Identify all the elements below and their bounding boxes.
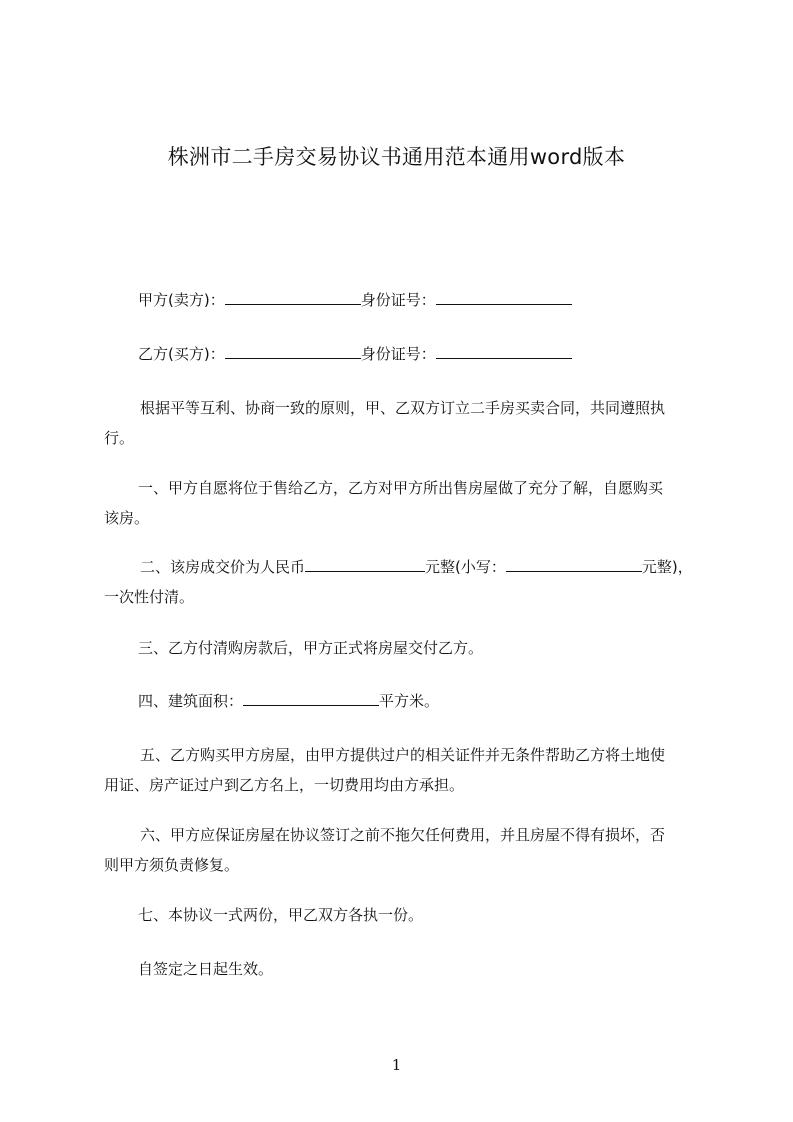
page-number: 1 [391, 1056, 402, 1074]
price-numeric-blank[interactable] [506, 554, 642, 572]
party-b-name-blank[interactable] [225, 341, 361, 359]
preamble-paragraph [104, 393, 704, 453]
effective-paragraph [104, 954, 704, 984]
party-b-id-blank[interactable] [436, 341, 572, 359]
clause-4-paragraph [104, 686, 704, 716]
clause-5-paragraph [104, 740, 704, 800]
party-b-line [104, 339, 704, 369]
document-title: 株洲市二手房交易协议书通用范本通用word版本 [167, 145, 626, 169]
effective-line: 自签定之日起生效。 [138, 960, 274, 978]
clause-5-line-2: 用证、房产证过户到乙方名上，一切费用均由方承担。 [104, 776, 465, 794]
clause-3-line: 三、乙方付清购房款后，甲方正式将房屋交付乙方。 [138, 639, 484, 657]
clause-1-paragraph [104, 473, 704, 533]
clause-3-paragraph [104, 633, 704, 663]
party-a-name-blank[interactable] [225, 287, 361, 305]
clause-4-prefix: 四、建筑面积： [138, 692, 244, 710]
preamble-line-2: 行。 [104, 429, 135, 447]
clause-1-line-2: 该房。 [104, 509, 150, 527]
party-a-id-blank[interactable] [436, 287, 572, 305]
preamble-line-1: 根据平等互利、协商一致的原则，甲、乙双方订立二手房买卖合同，共同遵照执 [140, 399, 666, 417]
clause-6-line-2: 则甲方须负责修复。 [104, 856, 240, 874]
clause-2-prefix: 二、该房成交价为人民币 [140, 558, 306, 576]
clause-7-line: 七、本协议一式两份，甲乙双方各执一份。 [138, 906, 424, 924]
clause-2-line-2: 一次性付清。 [104, 588, 195, 606]
clause-2-middle: 元整(小写： [425, 558, 506, 576]
clause-2-suffix: 元整)， [641, 558, 693, 576]
price-amount-blank[interactable] [305, 554, 425, 572]
clause-5-line-1: 五、乙方购买甲方房屋，由甲方提供过户的相关证件并无条件帮助乙方将土地使 [140, 746, 666, 764]
area-blank[interactable] [243, 688, 379, 706]
party-b-label: 乙方(买方)： [138, 345, 225, 363]
party-a-line [104, 285, 704, 315]
clause-1-line-1: 一、甲方自愿将位于售给乙方，乙方对甲方所出售房屋做了充分了解，自愿购买 [138, 479, 664, 497]
party-b-id-label: 身份证号： [360, 345, 436, 363]
clause-2-paragraph [104, 552, 704, 612]
clause-6-line-1: 六、甲方应保证房屋在协议签订之前不拖欠任何费用，并且房屋不得有损坏，否 [140, 826, 666, 844]
clause-4-suffix: 平方米。 [379, 692, 440, 710]
clause-7-paragraph [104, 900, 704, 930]
party-a-id-label: 身份证号： [360, 291, 436, 309]
clause-6-paragraph [104, 820, 704, 880]
party-a-label: 甲方(卖方)： [138, 291, 225, 309]
